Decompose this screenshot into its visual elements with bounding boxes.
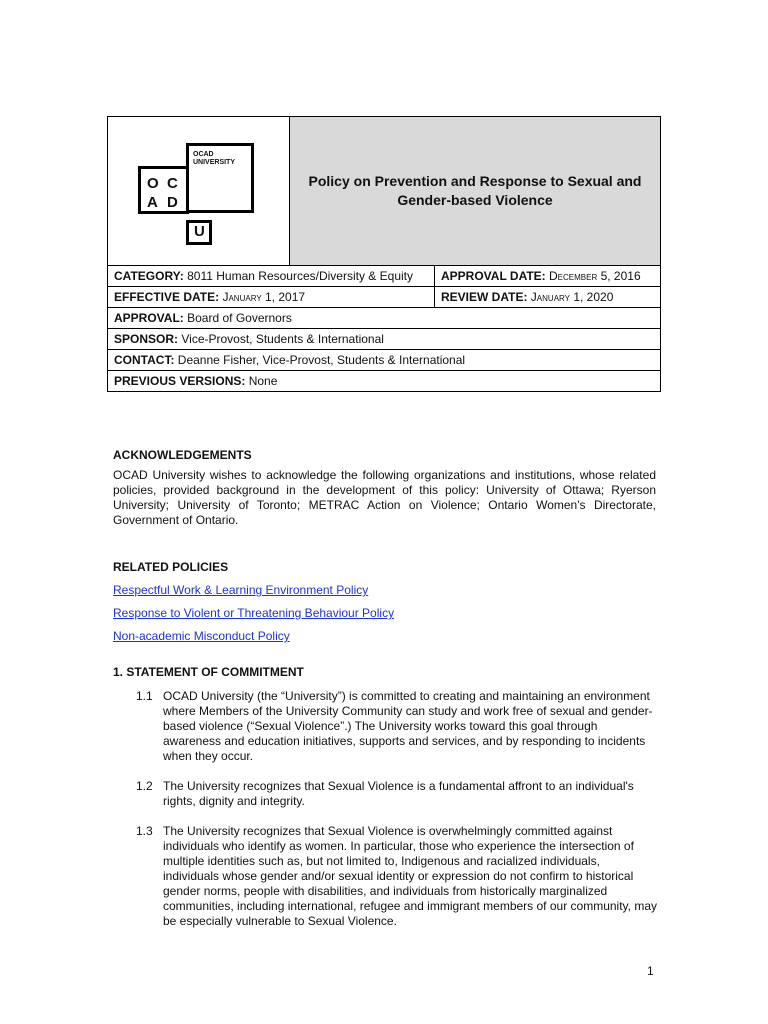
approval-label: APPROVAL: [114, 311, 184, 325]
acknowledgements-text: OCAD University wishes to acknowledge the following organizations and institutions, whose related policies, provided background in the development of this policy: University of Ottawa; Ryerson University; University of Toronto; METRAC Action on Violence; Ontario Women's Directorate, Government of Ontario. [113, 468, 656, 527]
contact-label: CONTACT: [114, 353, 175, 367]
page-number: 1 [647, 964, 654, 978]
logo-letter-d: D [167, 194, 178, 211]
dates-row [108, 287, 660, 308]
previous-versions-label: PREVIOUS VERSIONS: [114, 374, 246, 388]
logo-letter-c: C [167, 175, 178, 192]
item-number: 1.3 [136, 824, 153, 838]
effective-date-value: January 1, 2017 [222, 290, 306, 304]
ocad-university-logo [138, 143, 258, 243]
approval-value: Board of Governors [187, 311, 292, 325]
logo-name-line2: UNIVERSITY [193, 159, 236, 166]
category-label: CATEGORY: [114, 269, 184, 283]
related-policies-heading: RELATED POLICIES [113, 560, 229, 574]
link-misconduct-policy[interactable]: Non-academic Misconduct Policy [113, 629, 290, 643]
category-value: 8011 Human Resources/Diversity & Equity [187, 269, 413, 283]
contact-value: Deanne Fisher, Vice-Provost, Students & International [177, 353, 466, 367]
sponsor-value: Vice-Provost, Students & International [181, 332, 384, 346]
logo-box-left [138, 166, 189, 214]
contact-cell [108, 350, 660, 370]
sponsor-row [108, 329, 660, 350]
logo-letter-u: U [194, 223, 205, 240]
logo-letter-o: O [147, 175, 159, 192]
logo-letter-a: A [147, 194, 158, 211]
previous-versions-value: None [248, 374, 278, 388]
previous-versions-row [108, 371, 660, 391]
header-top-row [108, 117, 660, 266]
review-date-label: REVIEW DATE: [441, 290, 528, 304]
item-text: The University recognizes that Sexual Violence is a fundamental affront to an individual's rights, dignity and integrity. [163, 779, 634, 808]
approval-date-label: APPROVAL DATE: [441, 269, 546, 283]
logo-cell [108, 117, 290, 265]
approval-date-cell [435, 266, 660, 286]
sponsor-cell [108, 329, 660, 349]
contact-row [108, 350, 660, 371]
link-violent-behaviour-policy[interactable]: Response to Violent or Threatening Behaviour Policy [113, 606, 395, 620]
effective-date-cell [108, 287, 435, 307]
acknowledgements-heading: ACKNOWLEDGEMENTS [113, 448, 252, 462]
commitment-heading: 1. STATEMENT OF COMMITMENT [113, 665, 304, 679]
link-respectful-work-policy[interactable]: Respectful Work & Learning Environment Policy [113, 583, 369, 597]
item-number: 1.1 [136, 689, 153, 703]
item-text: OCAD University (the “University”) is committed to creating and maintaining an environment where Members of the University Community can study and work free of sexual and gender-based violence (“Sexual Violence”.) The University works toward this goal through awareness and education initiatives, supports and services, and by responding to incidents when they occur. [163, 689, 653, 763]
previous-versions-cell [108, 371, 660, 391]
effective-date-label: EFFECTIVE DATE: [114, 290, 220, 304]
logo-name-line1: OCAD [193, 151, 214, 158]
item-number: 1.2 [136, 779, 153, 793]
approval-row [108, 308, 660, 329]
policy-title: Policy on Prevention and Response to Sexual and Gender-based Violence [290, 117, 660, 265]
policy-header-table [107, 116, 661, 392]
item-text: The University recognizes that Sexual Violence is overwhelmingly committed against individuals who identify as women. In particular, those who experience the intersection of multiple identities such as, but not limited to, Indigenous and racialized individuals, individuals whose gender and/or sexual identity or expression do not confirm to historical gender norms, people with disabilities, and individuals from historically marginalized communities, including international, refugee and immigrant members of our community, may be especially vulnerable to Sexual Violence. [163, 824, 657, 928]
category-cell [108, 266, 435, 286]
review-date-cell [435, 287, 660, 307]
review-date-value: January 1, 2020 [530, 290, 614, 304]
category-row [108, 266, 660, 287]
approval-date-value: December 5, 2016 [549, 269, 641, 283]
sponsor-label: SPONSOR: [114, 332, 179, 346]
approval-cell [108, 308, 660, 328]
